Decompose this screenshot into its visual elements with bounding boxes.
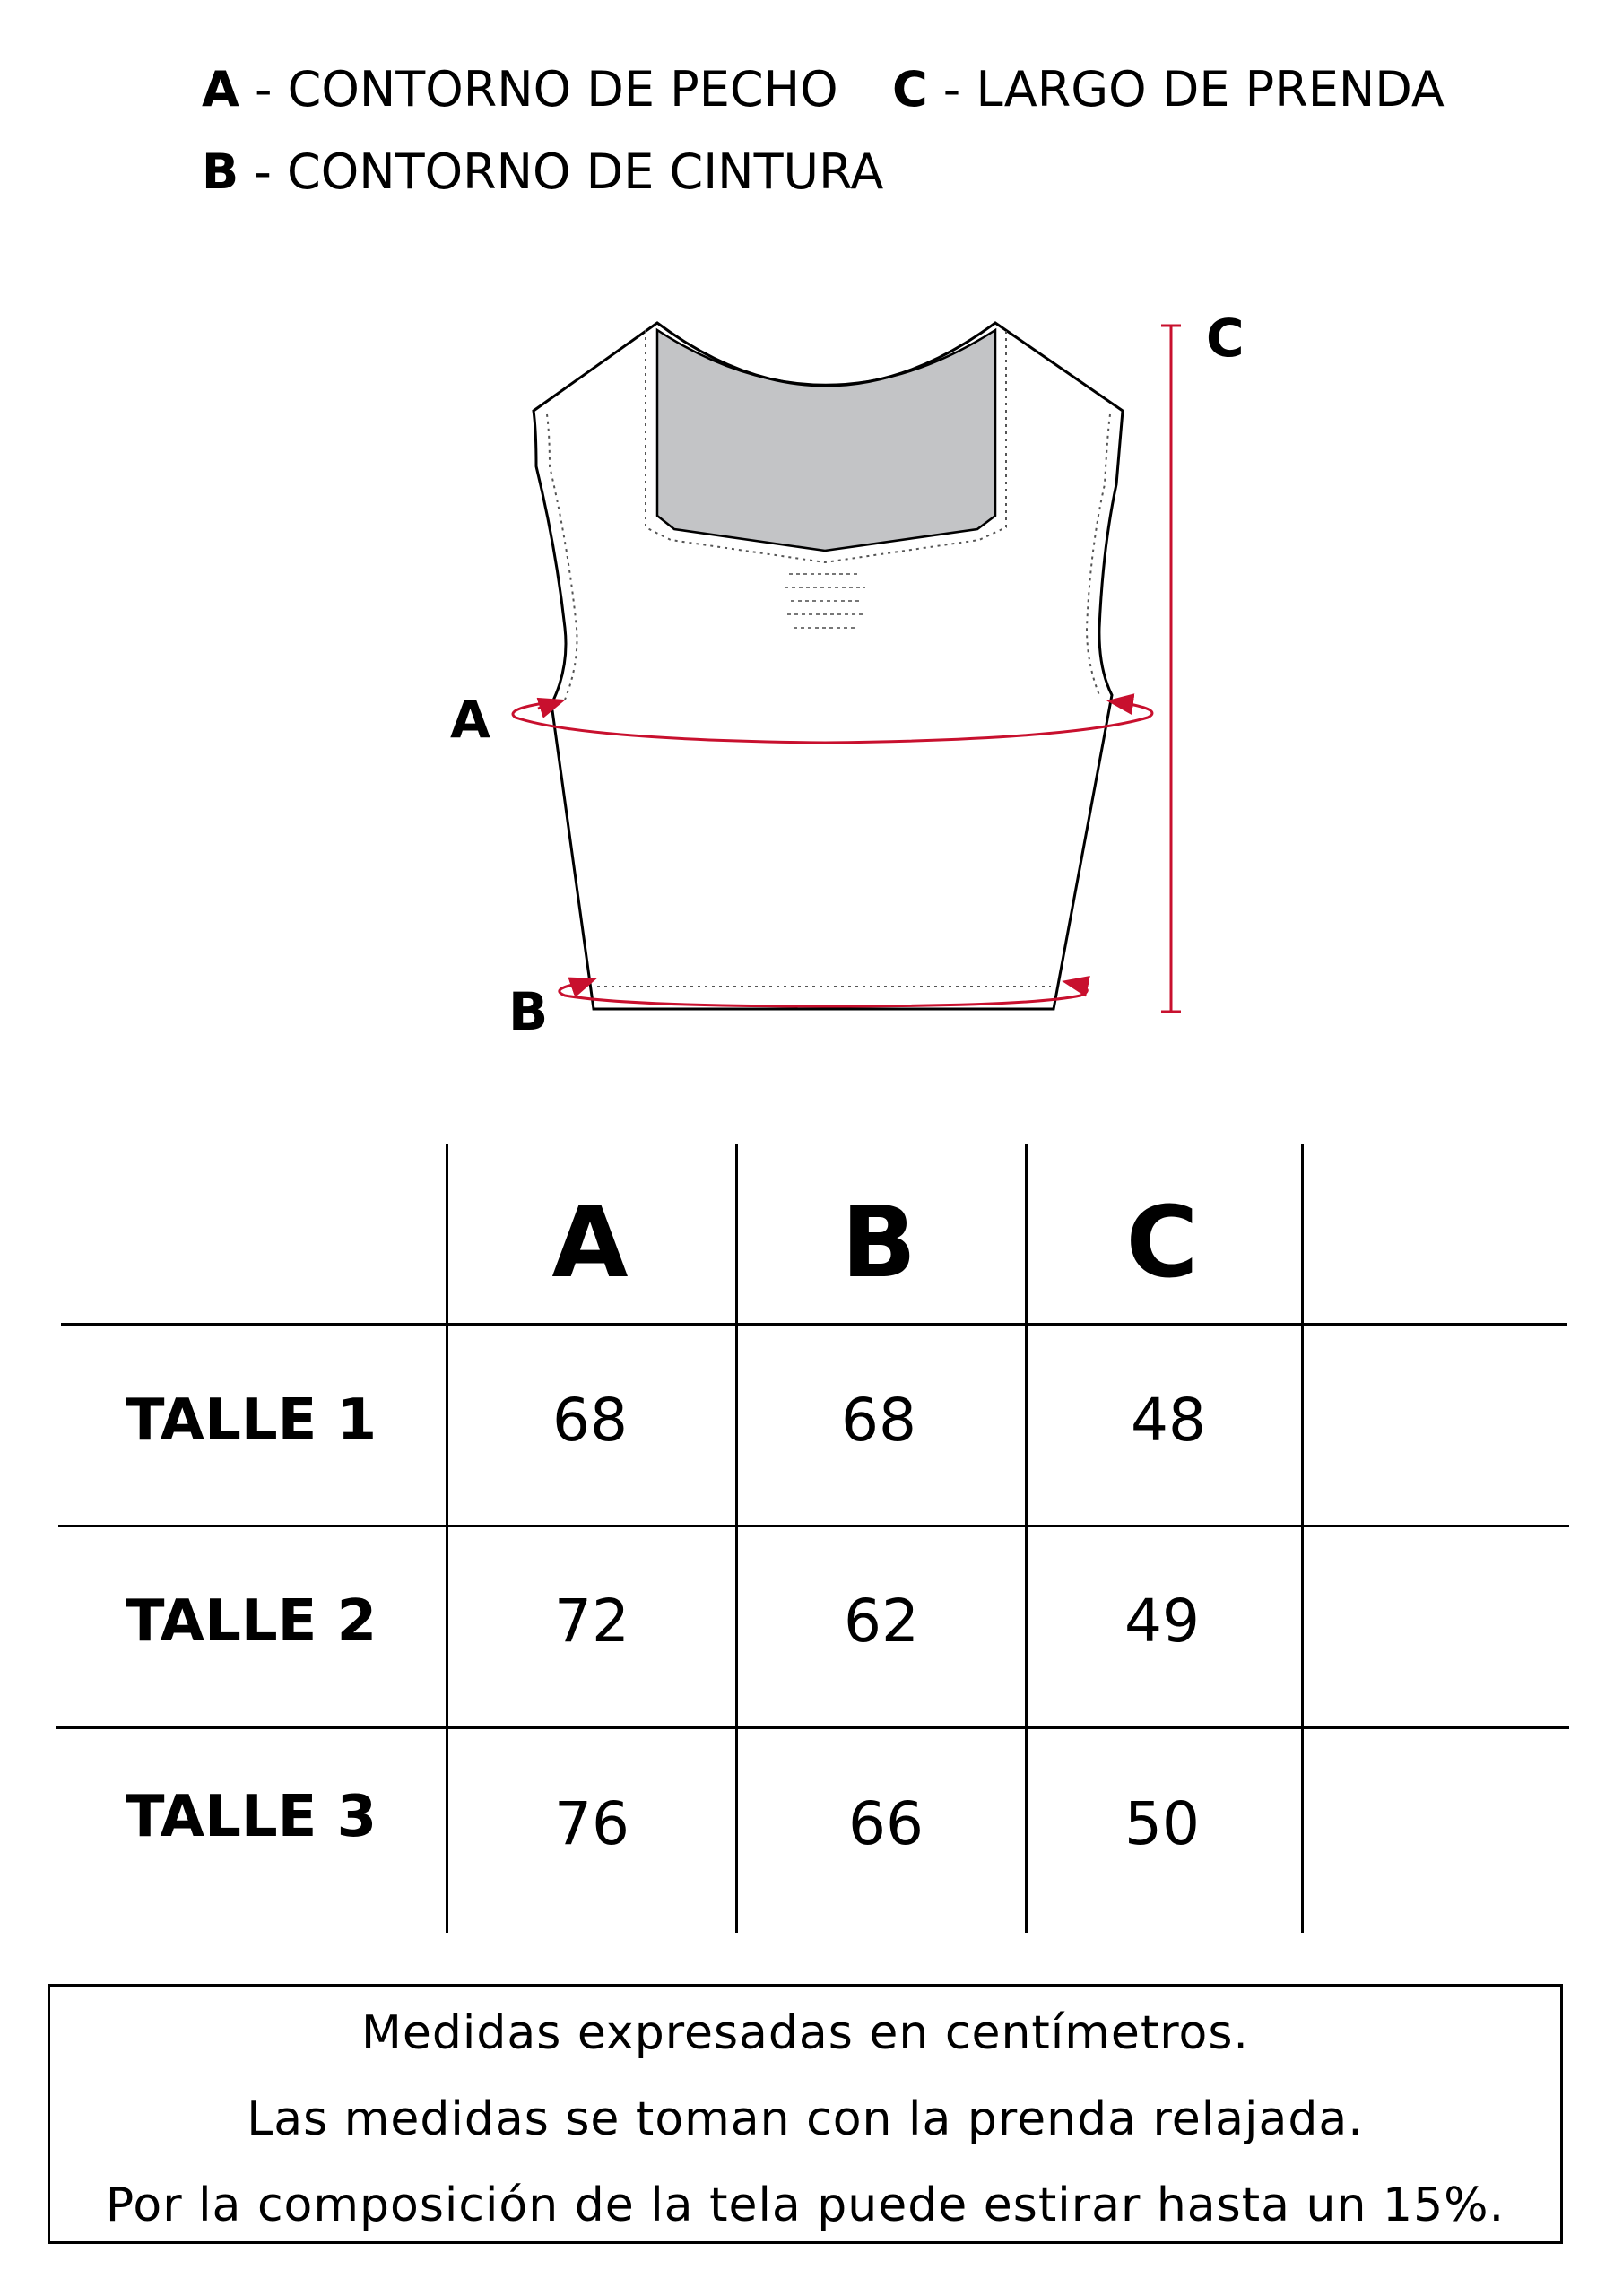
table-vline	[1301, 1144, 1304, 1933]
legend-key-a: A	[202, 61, 239, 117]
note-relaxed: Las medidas se toman con la prenda relajada.	[247, 2092, 1364, 2146]
legend-text-a: CONTORNO DE PECHO	[287, 61, 838, 117]
row-header-talle-2: TALLE 2	[125, 1588, 377, 1655]
legend-item-b	[202, 144, 883, 200]
diagram-label-a: A	[450, 689, 490, 750]
cell-talle-1-c: 48	[1131, 1386, 1206, 1455]
legend-separator: -	[239, 61, 288, 117]
legend-key-c: C	[892, 61, 928, 117]
cell-talle-1-a: 68	[552, 1386, 628, 1455]
table-hline	[61, 1323, 1567, 1326]
legend-separator: -	[927, 61, 976, 117]
cell-talle-3-a: 76	[554, 1789, 629, 1858]
cell-talle-3-c: 50	[1124, 1789, 1200, 1858]
cell-talle-2-c: 49	[1124, 1587, 1200, 1656]
legend-item-c	[892, 61, 1445, 117]
column-header-a: A	[551, 1185, 629, 1300]
table-vline	[1025, 1144, 1028, 1933]
cell-talle-2-b: 62	[844, 1587, 919, 1656]
table-hline	[56, 1726, 1569, 1729]
bust-measure-line	[513, 701, 1152, 743]
legend-text-c: LARGO DE PRENDA	[976, 61, 1445, 117]
note-units: Medidas expresadas en centímetros.	[361, 2006, 1249, 2060]
length-measure	[1161, 326, 1181, 1012]
cell-talle-1-b: 68	[841, 1386, 916, 1455]
diagram-label-c: C	[1206, 308, 1245, 369]
legend-text-b: CONTORNO DE CINTURA	[287, 144, 884, 200]
diagram-label-b: B	[508, 981, 549, 1042]
column-header-c: C	[1125, 1185, 1199, 1300]
legend-key-b: B	[202, 144, 239, 200]
note-stretch: Por la composición de la tela puede estirar hasta un 15%.	[105, 2179, 1506, 2232]
row-header-talle-3: TALLE 3	[125, 1784, 377, 1850]
neckline-shading	[657, 330, 995, 551]
legend-separator: -	[239, 144, 287, 200]
center-gathering	[785, 574, 865, 628]
row-header-talle-1: TALLE 1	[125, 1387, 377, 1454]
table-vline	[735, 1144, 738, 1933]
notes-box	[48, 1984, 1563, 2244]
table-hline	[58, 1525, 1569, 1527]
garment-diagram	[0, 269, 1614, 1076]
cell-talle-3-b: 66	[848, 1789, 924, 1858]
cell-talle-2-a: 72	[554, 1587, 629, 1656]
legend-item-a	[202, 61, 838, 117]
column-header-b: B	[841, 1185, 916, 1300]
table-vline	[446, 1144, 448, 1933]
